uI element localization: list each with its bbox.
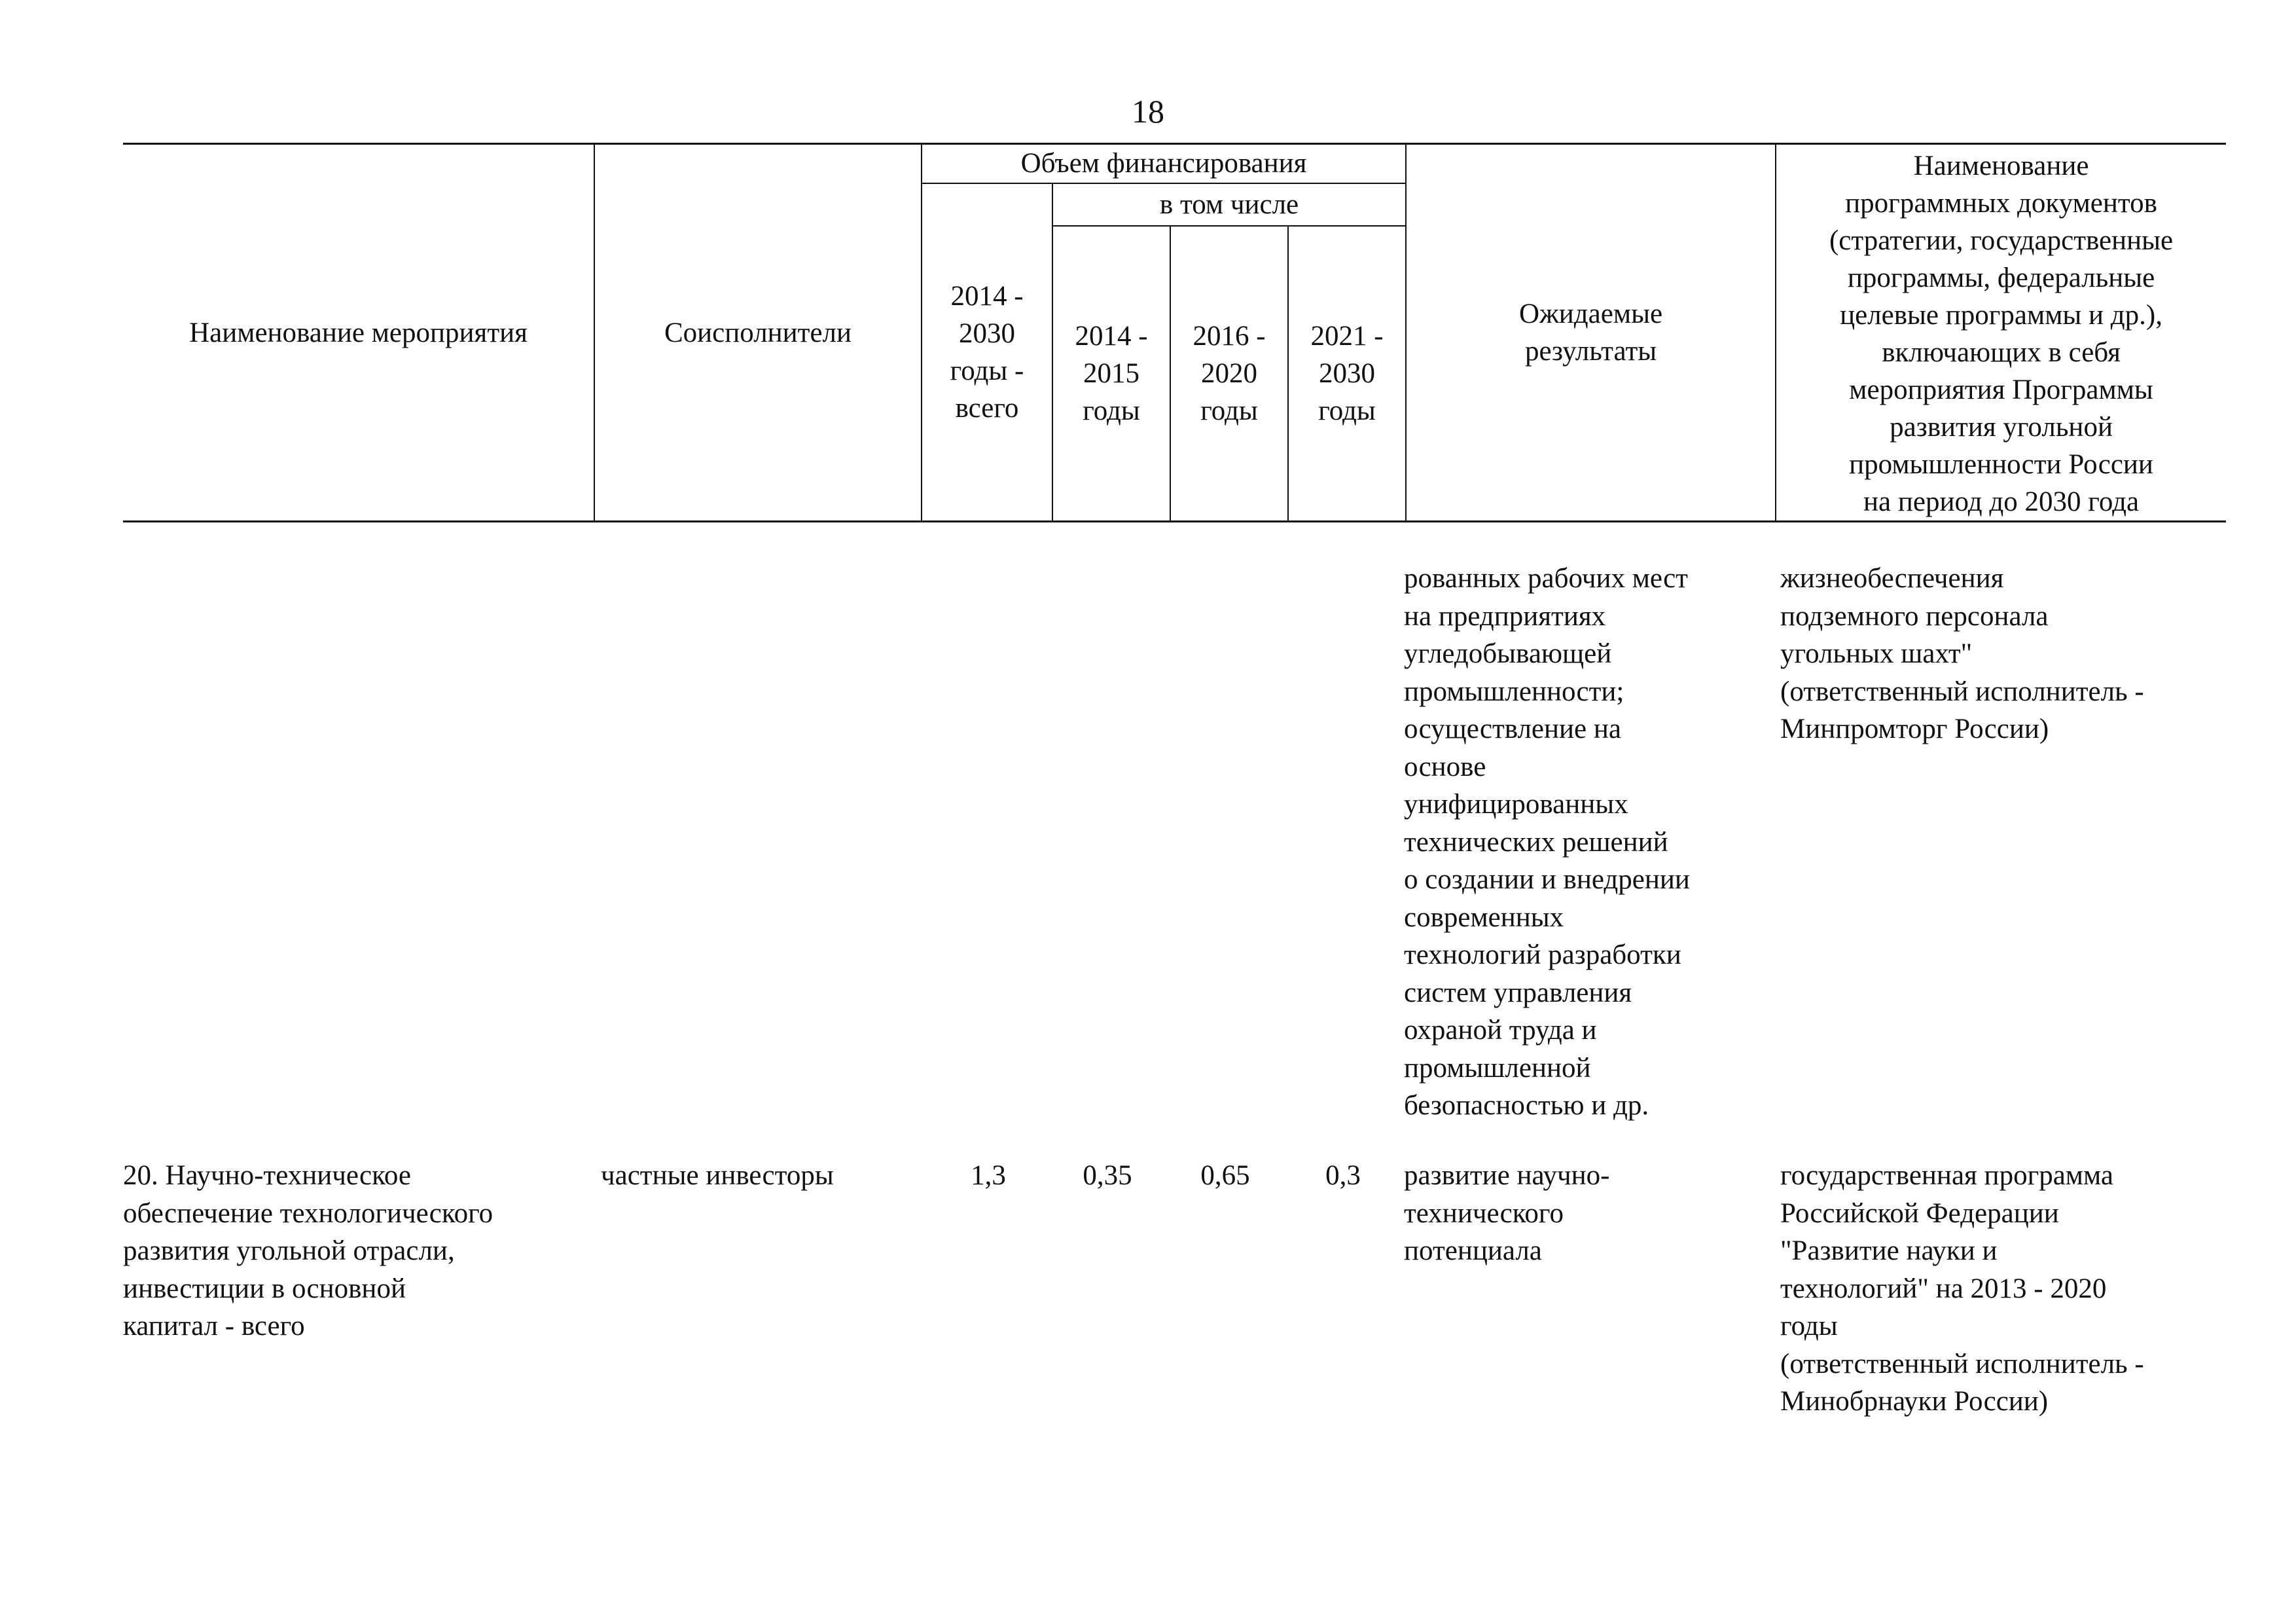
row-20-documents: государственная программа Российской Федерации "Развитие науки и технологий" на 2013 - 2020 годы (ответственный исполнитель - Минобрнауки России): [1780, 1160, 2144, 1417]
header-expected-results: Ожидаемые результаты: [1406, 144, 1776, 522]
row-20-total: 1,3: [971, 1160, 1006, 1191]
header-activity: Наименование мероприятия: [123, 144, 594, 522]
header-2014-2015: 2014 - 2015 годы: [1052, 226, 1170, 522]
row-20-2014-2015: 0,35: [1083, 1160, 1132, 1191]
header-including: в том числе: [1052, 183, 1406, 226]
continuation-documents: жизнеобеспечения подземного персонала угольных шахт" (ответственный исполнитель - Минпромторг России): [1780, 563, 2144, 744]
header-program-documents: Наименование программных документов (стратегии, государственные программы, федеральные целевые программы и др.), включающих в себя мероприятия Программы развития угольной промышленности России на период до 2030 года: [1776, 144, 2226, 522]
header-2016-2020: 2016 - 2020 годы: [1170, 226, 1288, 522]
header-2021-2030: 2021 - 2030 годы: [1288, 226, 1406, 522]
row-20-activity: 20. Научно-техническое обеспечение технологического развития угольной отрасли, инвестиции в основной капитал - всего: [123, 1160, 493, 1341]
table-header: [123, 143, 2226, 522]
row-20-results: развитие научно- технического потенциала: [1404, 1160, 1610, 1266]
page-number: 18: [1132, 93, 1164, 130]
header-coexecutors: Соисполнители: [594, 144, 922, 522]
header-total-2014-2030: 2014 - 2030 годы - всего: [922, 183, 1052, 522]
row-20-2021-2030: 0,3: [1325, 1160, 1361, 1191]
row-20-2016-2020: 0,65: [1200, 1160, 1250, 1191]
row-20-coexecutors: частные инвесторы: [601, 1160, 834, 1191]
header-funding-volume: Объем финансирования: [922, 144, 1406, 183]
continuation-results: рованных рабочих мест на предприятиях угледобывающей промышленности; осуществление на основе унифицированных технических решений о создании и внедрении современных технологий разработки систем управления охраной труда и промышленной безопасностью и др.: [1404, 563, 1690, 1121]
